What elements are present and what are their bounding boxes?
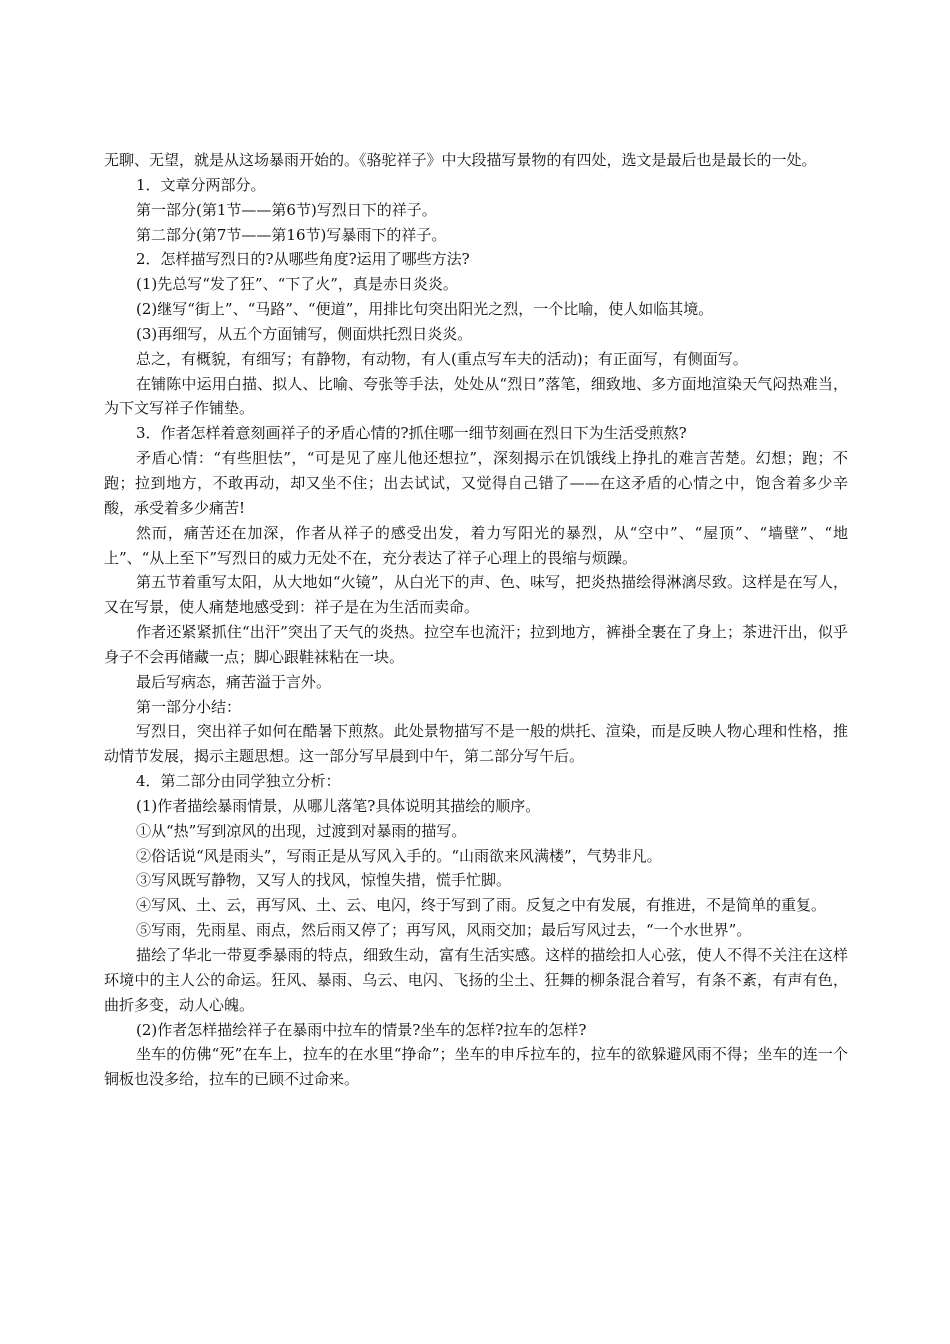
paragraph: 最后写病态，痛苦溢于言外。 (136, 672, 332, 691)
document-body (104, 148, 848, 1092)
paragraph: 第一部分小结： (136, 697, 242, 716)
paragraph: 描绘了华北一带夏季暴雨的特点，细致生动，富有生活实感。这样的描绘扣人心弦，使人不得不关注在这样环境中的主人公的命运。狂风、暴雨、乌云、电闪、飞扬的尘土、狂舞的柳条混合着写，有条不紊，有声有色，曲折多变，动人心魄。 (104, 946, 848, 1014)
paragraph: 3．作者怎样着意刻画祥子的矛盾心情的?抓住哪一细节刻画在烈日下为生活受煎熬? (136, 424, 687, 443)
paragraph: (2)继写“街上”、“马路”、“便道”，用排比句突出阳光之烈，一个比喻，使人如临其境。 (136, 300, 714, 319)
paragraph: 第二部分(第7节——第16节)写暴雨下的祥子。 (136, 225, 447, 244)
paragraph: 然而，痛苦还在加深，作者从祥子的感受出发，着力写阳光的暴烈，从“空中”、“屋顶”、“墙壁”、“地上”、“从上至下”写烈日的威力无处不在，充分表达了祥子心理上的畏缩与烦躁。 (104, 523, 848, 567)
paragraph: 写烈日，突出祥子如何在酷暑下煎熬。此处景物描写不是一般的烘托、渲染，而是反映人物心理和性格，推动情节发展，揭示主题思想。这一部分写早晨到中午，第二部分写午后。 (104, 722, 848, 766)
paragraph: 矛盾心情：“有些胆怯”，“可是见了座儿他还想拉”，深刻揭示在饥饿线上挣扎的难言苦楚。幻想；跑；不跑；拉到地方，不敢再动，却又坐不住；出去试试，又觉得自己错了——在这矛盾的心情之中，饱含着多少辛酸，承受着多少痛苦! (104, 449, 848, 517)
paragraph: (2)作者怎样描绘祥子在暴雨中拉车的情景?坐车的怎样?拉车的怎样? (136, 1020, 587, 1039)
paragraph: (1)作者描绘暴雨情景，从哪儿落笔?具体说明其描绘的顺序。 (136, 796, 541, 815)
paragraph: 4．第二部分由同学独立分析： (136, 772, 341, 791)
paragraph: 总之，有概貌，有细写；有静物，有动物，有人(重点写车夫的活动)；有正面写，有侧面写。 (136, 349, 748, 368)
paragraph: 第五节着重写太阳，从大地如“火镜”，从白光下的声、色、味写，把炎热描绘得淋漓尽致。这样是在写人，又在写景，使人痛楚地感受到：祥子是在为生活而卖命。 (104, 573, 848, 617)
paragraph: 第一部分(第1节——第6节)写烈日下的祥子。 (136, 200, 437, 219)
paragraph: ①从“热”写到凉风的出现，过渡到对暴雨的描写。 (136, 821, 467, 840)
paragraph: 作者还紧紧抓住“出汗”突出了天气的炎热。拉空车也流汗；拉到地方，裤褂全裹在了身上；茶进汗出，似乎身子不会再储藏一点；脚心跟鞋袜粘在一块。 (104, 623, 848, 666)
paragraph: 无聊、无望，就是从这场暴雨开始的。《骆驼祥子》中大段描写景物的有四处，选文是最后也是最长的一处。 (104, 151, 817, 169)
paragraph: ③写风既写静物，又写人的找风，惊惶失措，慌手忙脚。 (136, 871, 512, 890)
paragraph: 1．文章分两部分。 (136, 175, 266, 194)
paragraph: 2．怎样描写烈日的?从哪些角度?运用了哪些方法? (136, 250, 470, 269)
paragraph: 坐车的仿佛“死”在车上，拉车的在水里“挣命”；坐车的申斥拉车的，拉车的欲躲避风雨不得；坐车的连一个铜板也没多给，拉车的已顾不过命来。 (104, 1045, 848, 1089)
paragraph: ④写风、土、云，再写风、土、云、电闪，终于写到了雨。反复之中有发展，有推进，不是简单的重复。 (136, 896, 827, 915)
paragraph: ⑤写雨，先雨星、雨点，然后雨又停了；再写风，风雨交加；最后写风过去，“一个水世界”。 (136, 921, 752, 940)
paragraph: (3)再细写，从五个方面铺写，侧面烘托烈日炎炎。 (136, 324, 473, 343)
paragraph: ②俗话说“风是雨头”，写雨正是从写风入手的。“山雨欲来风满楼”，气势非凡。 (136, 846, 662, 865)
paragraph: 在铺陈中运用白描、拟人、比喻、夸张等手法，处处从“烈日”落笔，细致地、多方面地渲染天气闷热难当，为下文写祥子作铺垫。 (104, 374, 848, 418)
paragraph: (1)先总写“发了狂”、“下了火”，真是赤日炎炎。 (136, 275, 458, 294)
